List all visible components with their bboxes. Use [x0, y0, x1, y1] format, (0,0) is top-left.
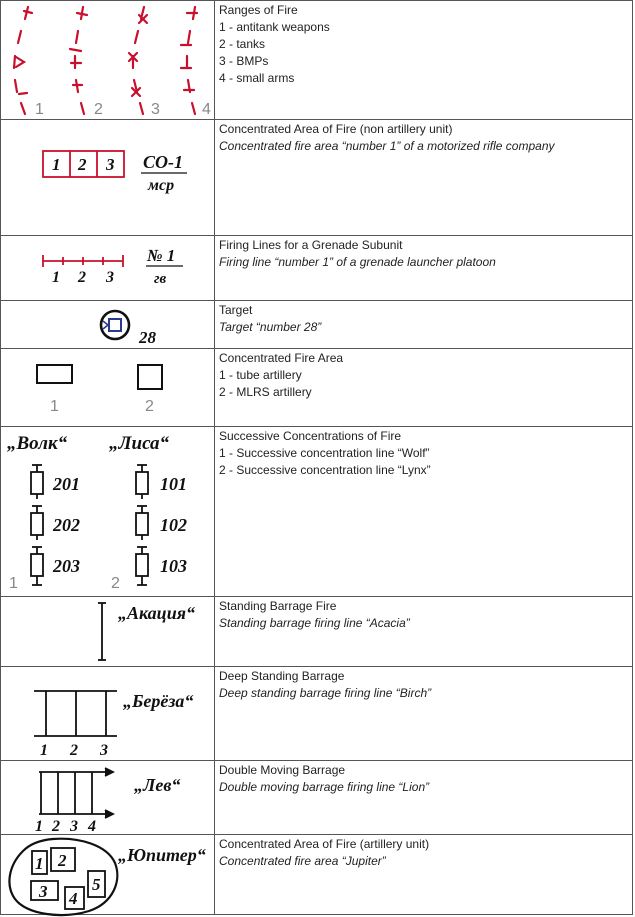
ranges-of-fire-symbol: [1, 1, 214, 120]
range-label-4: 4: [202, 101, 211, 118]
symbol-cell: [1, 120, 215, 236]
row-line: Concentrated fire area “Jupiter”: [219, 854, 386, 868]
table-row: [1, 236, 633, 301]
tick-label-1: 1: [40, 742, 48, 759]
table-row: [1, 301, 633, 349]
description-cell: [215, 301, 633, 349]
sub-area-label-2: 2: [58, 851, 67, 870]
row-title: Standing Barrage Fire: [219, 599, 337, 613]
concentration-number: 202: [53, 515, 80, 535]
barrage-name: „Акация“: [118, 603, 195, 623]
description-cell: [215, 427, 633, 597]
fire-area-label-2: 2: [145, 398, 154, 415]
row-title: Concentrated Area of Fire (non artillery unit): [219, 122, 453, 136]
table-row: [1, 427, 633, 597]
row-line: Concentrated fire area “number 1” of a motorized rifle company: [219, 139, 555, 153]
row-line: 3 - BMPs: [219, 54, 269, 68]
row-title: Concentrated Fire Area: [219, 351, 344, 365]
standing-barrage-symbol: [1, 597, 214, 667]
fire-area-label-1: 1: [50, 398, 59, 415]
tick-label-3: 3: [70, 818, 78, 835]
barrage-name: „Лев“: [134, 775, 181, 795]
sub-area-label-3: 3: [39, 882, 48, 901]
row-title: Target: [219, 303, 253, 317]
description-cell: [215, 349, 633, 427]
row-line: Firing line “number 1” of a grenade launcher platoon: [219, 255, 496, 269]
barrage-name: „Берёза“: [123, 691, 194, 711]
concentrated-area-non-artillery-symbol: [1, 120, 214, 236]
description-cell: [215, 597, 633, 667]
table-row: [1, 349, 633, 427]
symbol-cell: [1, 761, 215, 835]
tick-label-1: 1: [35, 818, 43, 835]
tick-label-4: 4: [88, 818, 96, 835]
line-number: № 1: [147, 246, 176, 265]
symbol-cell: [1, 835, 215, 915]
table-row: [1, 120, 633, 236]
description-cell: [215, 667, 633, 761]
row-title: Double Moving Barrage: [219, 763, 346, 777]
tick-label-3: 3: [100, 742, 108, 759]
row-line: Target “number 28”: [219, 320, 322, 334]
description-cell: [215, 761, 633, 835]
row-line: 4 - small arms: [219, 71, 295, 85]
row-line: 1 - tube artillery: [219, 368, 302, 382]
row-title: Concentrated Area of Fire (artillery unit): [219, 837, 430, 851]
row-line: 2 - MLRS artillery: [219, 385, 312, 399]
tick-label-3: 3: [106, 269, 114, 286]
row-line: 2 - Successive concentration line “Lynx”: [219, 463, 431, 477]
range-label-1: 1: [35, 101, 44, 118]
row-line: Standing barrage firing line “Acacia”: [219, 616, 410, 630]
description-cell: [215, 120, 633, 236]
tick-label-2: 2: [78, 269, 86, 286]
box-label-3: 3: [106, 155, 115, 174]
double-moving-barrage-symbol: [1, 761, 214, 835]
symbol-cell: [1, 349, 215, 427]
concentration-number: 201: [53, 474, 80, 494]
row-line: 2 - tanks: [219, 37, 266, 51]
row-line: 1 - antitank weapons: [219, 20, 330, 34]
column-label-1: 1: [9, 575, 18, 592]
tick-label-2: 2: [52, 818, 60, 835]
range-label-3: 3: [151, 101, 160, 118]
row-line: Deep standing barrage firing line “Birch”: [219, 686, 432, 700]
tick-label-1: 1: [52, 269, 60, 286]
area-name: „Юпитер“: [118, 845, 206, 865]
symbol-cell: [1, 667, 215, 761]
row-line: 1 - Successive concentration line “Wolf”: [219, 446, 430, 460]
table-row: [1, 667, 633, 761]
table-row: [1, 761, 633, 835]
row-title: Ranges of Fire: [219, 3, 298, 17]
symbol-cell: [1, 236, 215, 301]
successive-concentrations-symbol: [1, 427, 214, 597]
line-name-wolf: „Волк“: [7, 433, 68, 454]
table-row: [1, 597, 633, 667]
table-row: [1, 835, 633, 915]
range-label-2: 2: [94, 101, 103, 118]
row-title: Firing Lines for a Grenade Subunit: [219, 238, 403, 252]
symbol-cell: [1, 1, 215, 120]
column-label-2: 2: [111, 575, 120, 592]
concentrated-area-artillery-symbol: [1, 835, 214, 915]
symbol-cell: [1, 427, 215, 597]
concentrated-fire-area-symbol: [1, 349, 214, 427]
line-name-lynx: „Лиса“: [109, 433, 170, 454]
symbol-cell: [1, 597, 215, 667]
deep-standing-barrage-symbol: [1, 667, 214, 761]
target-symbol: [1, 301, 214, 349]
area-code: СО-1: [143, 152, 183, 172]
concentration-number: 102: [160, 515, 187, 535]
tick-label-2: 2: [70, 742, 78, 759]
target-number: 28: [139, 328, 156, 347]
unit-code: мср: [148, 177, 175, 194]
description-cell: [215, 835, 633, 915]
sub-area-label-4: 4: [69, 889, 78, 908]
table-row: [1, 1, 633, 120]
row-title: Successive Concentrations of Fire: [219, 429, 402, 443]
concentration-number: 103: [160, 556, 187, 576]
row-title: Deep Standing Barrage: [219, 669, 345, 683]
sub-area-label-1: 1: [35, 854, 44, 873]
grenade-firing-line-symbol: [1, 236, 214, 301]
description-cell: [215, 1, 633, 120]
box-label-1: 1: [52, 155, 61, 174]
symbol-cell: [1, 301, 215, 349]
concentration-number: 203: [53, 556, 80, 576]
unit-code: гв: [154, 271, 167, 287]
description-cell: [215, 236, 633, 301]
concentration-number: 101: [160, 474, 187, 494]
row-line: Double moving barrage firing line “Lion”: [219, 780, 430, 794]
box-label-2: 2: [78, 155, 87, 174]
sub-area-label-5: 5: [92, 875, 101, 894]
